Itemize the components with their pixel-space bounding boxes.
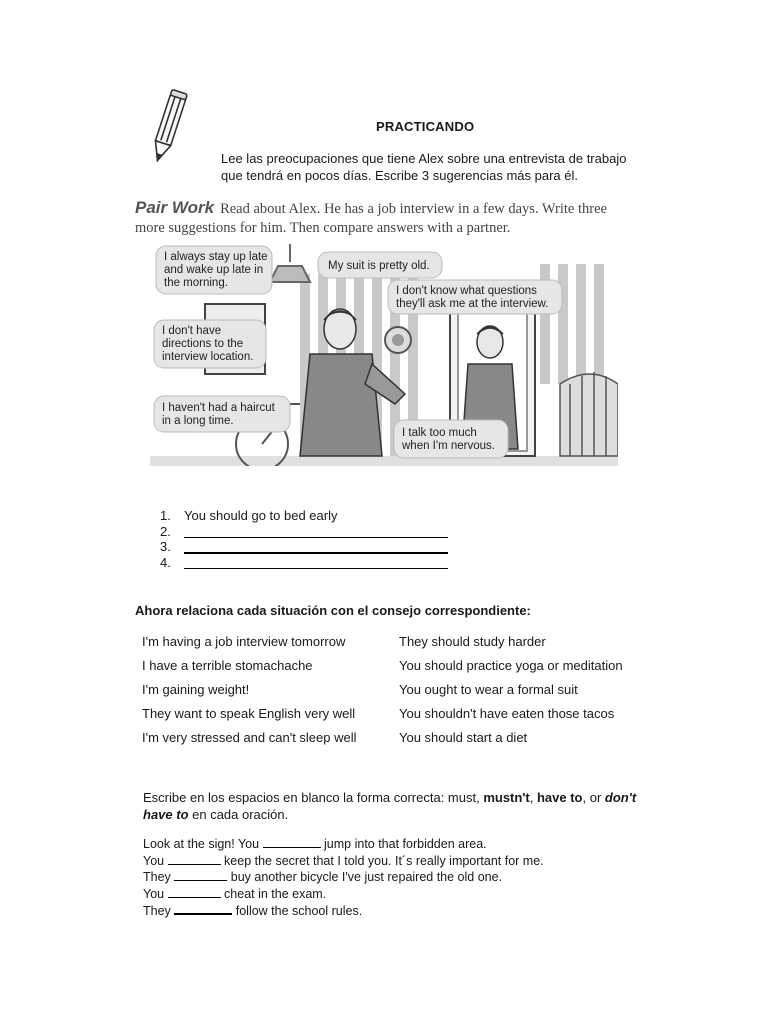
answer-line — [184, 537, 448, 539]
advice-item: You should start a diet — [399, 730, 528, 745]
instructions-spanish: Lee las preocupaciones que tiene Alex sobre una entrevista de trabajo que tendrá en pocos días. Escribe 3 sugerencias más para él. — [221, 151, 627, 183]
speech-bubble-directions — [154, 320, 266, 368]
instruction-text: en cada oración. — [188, 807, 289, 822]
sentence-start: You — [143, 853, 168, 868]
item-number: 1. — [160, 508, 171, 523]
blank-field[interactable] — [168, 853, 221, 865]
bubble-line: they'll ask me at the interview. — [396, 298, 549, 310]
bubble-line: I talk too much — [402, 427, 477, 439]
speech-bubble-haircut — [154, 396, 290, 432]
bubble-line: and wake up late in — [164, 264, 264, 276]
sentence-start: They — [143, 904, 175, 918]
sentence-end: keep the secret that I told you. It´s really important for me. — [220, 853, 544, 868]
sentence-end: jump into that forbidden area. — [320, 837, 487, 851]
separator: , — [529, 790, 537, 805]
advice-item: You ought to wear a formal suit — [399, 682, 578, 697]
bubble-line: I always stay up late — [164, 251, 268, 263]
separator: , or — [582, 790, 605, 805]
bubble-line: interview location. — [162, 351, 254, 363]
bubble-line: I don't have — [162, 325, 222, 337]
advice-item: They should study harder — [399, 634, 546, 649]
sentence-start: You — [143, 886, 168, 901]
blank-field[interactable] — [263, 836, 321, 848]
bubble-line: I don't know what questions — [396, 285, 537, 297]
instruction-text: Escribe en los espacios en blanco la forma correcta: must, — [143, 790, 484, 805]
matching-title: Ahora relaciona cada situación con el consejo correspondiente: — [135, 603, 531, 618]
item-number: 3. — [160, 539, 171, 554]
situation-item: They want to speak English very well — [142, 706, 356, 721]
answer-line — [184, 568, 448, 570]
bubble-line: I haven't had a haircut — [162, 402, 275, 414]
blank-field[interactable] — [174, 869, 227, 881]
blank-field[interactable] — [174, 902, 232, 915]
pair-work-label: Pair Work — [135, 198, 215, 217]
situations-column — [142, 630, 357, 750]
sentence-start: They — [143, 870, 175, 884]
exercise-sentence — [143, 869, 544, 886]
situation-item: I'm having a job interview tomorrow — [142, 634, 346, 649]
page-title: PRACTICANDO — [376, 119, 475, 134]
suggestion-text: You should go to bed early — [184, 508, 338, 523]
pair-work-instructions — [135, 198, 635, 238]
alex-illustration — [150, 244, 618, 466]
advice-item: You should practice yoga or meditation — [399, 658, 623, 673]
svg-text:My suit is pretty old. — [328, 260, 430, 272]
modals-exercises — [143, 836, 544, 920]
item-number: 4. — [160, 554, 171, 570]
svg-text:I don't know what questionsthe — [396, 285, 548, 310]
speech-bubble-sleep — [156, 246, 272, 294]
sentence-end: cheat in the exam. — [220, 886, 327, 901]
situation-item: I'm very stressed and can't sleep well — [142, 730, 357, 745]
blank-field[interactable] — [168, 886, 221, 898]
advice-item: You shouldn't have eaten those tacos — [399, 706, 615, 721]
item-number: 2. — [160, 523, 171, 539]
modal-have-to: have to — [536, 790, 583, 805]
sentence-start: Look at the sign! You — [143, 837, 263, 851]
answer-line — [184, 552, 448, 554]
pair-work-text: Read about Alex. He has a job interview in a few days. Write three more suggestions for him. Then compare answers with a partner. — [135, 201, 607, 236]
modal-dont-have-to: don't have to — [143, 790, 637, 822]
bubble-line: in a long time. — [162, 415, 234, 427]
situation-item: I'm gaining weight! — [142, 682, 250, 697]
speech-bubble-nervous — [394, 420, 508, 458]
bubble-line: My suit is pretty old. — [328, 260, 430, 272]
situation-item: I have a terrible stomachache — [142, 658, 313, 673]
sentence-end: follow the school rules. — [232, 904, 363, 918]
modal-mustnt: mustn't — [483, 790, 530, 805]
modals-instructions — [143, 789, 663, 823]
exercise-sentence — [143, 853, 544, 870]
exercise-sentence — [143, 902, 544, 920]
sentence-end: buy another bicycle I've just repaired the old one. — [227, 870, 503, 884]
speech-bubble-suit — [318, 252, 442, 278]
advice-column — [399, 630, 623, 750]
bubble-line: when I'm nervous. — [402, 440, 495, 452]
speech-bubble-questions — [388, 280, 562, 314]
bubble-line: directions to the — [162, 338, 244, 350]
pencil-icon — [140, 88, 196, 168]
exercise-sentence — [143, 886, 544, 903]
exercise-sentence — [143, 836, 544, 853]
bubble-line: the morning. — [164, 277, 228, 289]
